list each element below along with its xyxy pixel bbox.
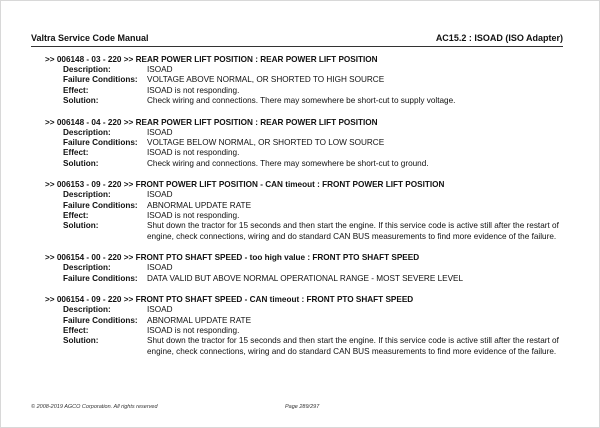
- page-header: [31, 27, 563, 47]
- field-value: ABNORMAL UPDATE RATE: [147, 200, 252, 210]
- field-value: ISOAD is not responding.: [147, 85, 240, 95]
- service-code-title: >> 006154 - 09 - 220 >> FRONT PTO SHAFT SPEED - CAN timeout : FRONT PTO SHAFT SPEED: [45, 295, 414, 305]
- copyright-notice: © 2008-2019 AGCO Corporation. All rights reserved: [31, 404, 158, 410]
- service-code-title: >> 006148 - 04 - 220 >> REAR POWER LIFT POSITION : REAR POWER LIFT POSITION: [45, 117, 378, 127]
- field-label: Failure Conditions:: [63, 273, 138, 283]
- field-value: ISOAD is not responding.: [147, 325, 240, 335]
- field-label: Solution:: [63, 96, 99, 106]
- field-value: Check wiring and connections. There may somewhere be short-cut to supply voltage.: [147, 96, 456, 106]
- field-value: ABNORMAL UPDATE RATE: [147, 315, 252, 325]
- field-value: ISOAD is not responding.: [147, 148, 240, 158]
- field-row: [45, 96, 565, 106]
- field-value: DATA VALID BUT ABOVE NORMAL OPERATIONAL RANGE - MOST SEVERE LEVEL: [147, 273, 464, 283]
- field-row: [45, 128, 565, 138]
- field-value: ISOAD: [147, 263, 173, 273]
- field-row: [45, 201, 565, 211]
- service-code-title: >> 006154 - 00 - 220 >> FRONT PTO SHAFT SPEED - too high value : FRONT PTO SHAFT SPEED: [45, 253, 420, 263]
- service-code-entry: [45, 179, 565, 242]
- field-row: [45, 263, 565, 273]
- field-value: VOLTAGE BELOW NORMAL, OR SHORTED TO LOW SOURCE: [147, 138, 385, 148]
- field-label: Solution:: [63, 336, 99, 346]
- field-label: Effect:: [63, 148, 89, 158]
- field-row: [45, 138, 565, 148]
- field-label: Solution:: [63, 158, 99, 168]
- service-code-entry: [45, 54, 565, 107]
- field-row: [45, 159, 565, 169]
- field-value: ISOAD: [147, 127, 173, 137]
- field-row: [45, 86, 565, 96]
- service-code-title: >> 006148 - 03 - 220 >> REAR POWER LIFT POSITION : REAR POWER LIFT POSITION: [45, 55, 378, 64]
- field-value: Shut down the tractor for 15 seconds and then start the engine. If this service code is active still after the restart of engine, check connections, wiring and do standard CAN BUS measurements to find more evidence of the failure.: [147, 336, 559, 356]
- field-value: VOLTAGE ABOVE NORMAL, OR SHORTED TO HIGH SOURCE: [147, 75, 385, 85]
- field-row: [45, 336, 565, 357]
- field-row: [45, 326, 565, 336]
- field-label: Effect:: [63, 211, 89, 221]
- field-row: [45, 190, 565, 200]
- field-label: Description:: [63, 127, 111, 137]
- field-row: [45, 221, 565, 242]
- field-value: ISOAD: [147, 65, 173, 74]
- field-value: ISOAD: [147, 190, 173, 200]
- field-label: Description:: [63, 305, 111, 315]
- page-number: Page 289/297: [285, 404, 320, 410]
- service-code-entry: [45, 117, 565, 170]
- field-label: Description:: [63, 65, 111, 74]
- field-label: Failure Conditions:: [63, 200, 138, 210]
- service-code-entry: [45, 252, 565, 284]
- field-value: Shut down the tractor for 15 seconds and then start the engine. If this service code is active still after the restart of engine, check connections, wiring and do standard CAN BUS measurements to find more evidence of the failure.: [147, 221, 559, 241]
- field-label: Failure Conditions:: [63, 315, 138, 325]
- field-label: Failure Conditions:: [63, 75, 138, 85]
- field-row: [45, 305, 565, 315]
- field-value: ISOAD is not responding.: [147, 211, 240, 221]
- field-value: Check wiring and connections. There may somewhere be short-cut to ground.: [147, 158, 429, 168]
- field-label: Effect:: [63, 325, 89, 335]
- field-label: Description:: [63, 263, 111, 273]
- field-row: [45, 65, 565, 75]
- field-row: [45, 75, 565, 85]
- field-row: [45, 316, 565, 326]
- field-label: Description:: [63, 190, 111, 200]
- field-label: Effect:: [63, 85, 89, 95]
- field-label: Failure Conditions:: [63, 138, 138, 148]
- field-value: ISOAD: [147, 305, 173, 315]
- service-code-list: [45, 54, 565, 367]
- manual-title: Valtra Service Code Manual: [31, 33, 149, 43]
- service-code-title: >> 006153 - 09 - 220 >> FRONT POWER LIFT POSITION - CAN timeout : FRONT POWER LIFT POSITION: [45, 180, 445, 190]
- section-title: AC15.2 : ISOAD (ISO Adapter): [435, 33, 563, 43]
- field-row: [45, 274, 565, 284]
- field-label: Solution:: [63, 221, 99, 231]
- field-row: [45, 148, 565, 158]
- service-code-entry: [45, 294, 565, 357]
- field-row: [45, 211, 565, 221]
